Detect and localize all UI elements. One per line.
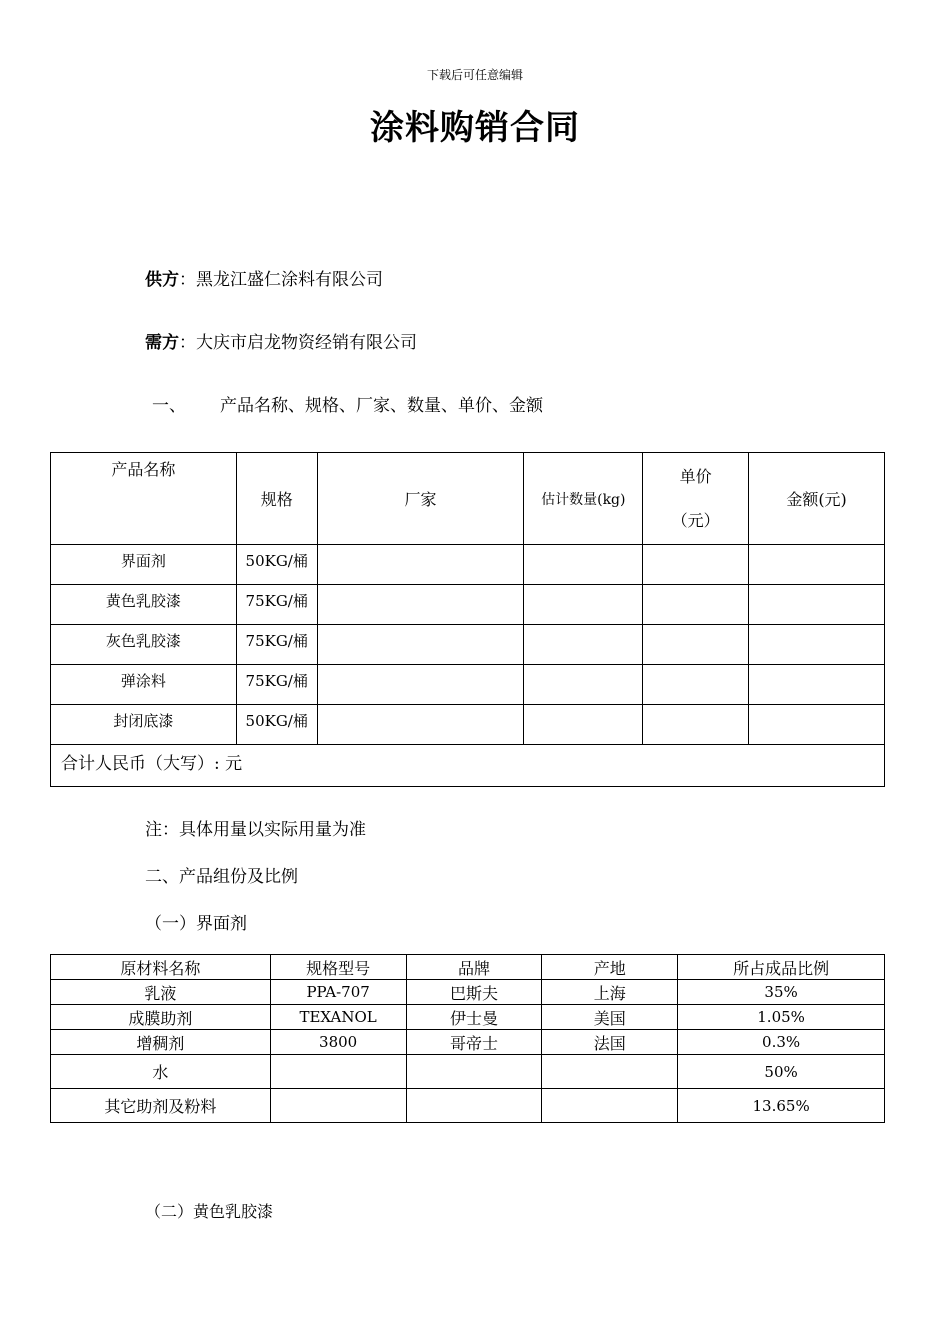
row-product-name: 封闭底漆: [51, 705, 237, 745]
row-maker: [317, 545, 524, 585]
row-qty: [524, 665, 643, 705]
row-spec: 75KG/桶: [236, 625, 317, 665]
supplier-sep: ：: [179, 270, 196, 290]
cell-origin: 上海: [542, 980, 678, 1005]
section1-heading: [152, 391, 543, 416]
usage-note: 注：具体用量以实际用量为准: [145, 820, 366, 840]
row-price: [643, 705, 749, 745]
header-material: 原材料名称: [51, 955, 271, 980]
header-unit-price-line2: （元）: [671, 510, 720, 530]
composition-table: [50, 954, 885, 1123]
row-price: [643, 665, 749, 705]
row-maker: [317, 585, 524, 625]
header-amount: 金额(元): [749, 453, 885, 545]
row-product-name: 黄色乳胶漆: [51, 585, 237, 625]
header-product-name: 产品名称: [51, 453, 237, 545]
document-title: 涂料购销合同: [370, 108, 580, 148]
product-table: [50, 452, 885, 787]
buyer-sep: ：: [179, 333, 196, 353]
row-spec: 50KG/桶: [236, 705, 317, 745]
cell-material: 增稠剂: [51, 1030, 271, 1055]
row-price: [643, 545, 749, 585]
cell-brand: [406, 1089, 542, 1123]
section2-heading: 二、产品组份及比例: [145, 867, 298, 887]
cell-model: [270, 1055, 406, 1089]
header-ratio: 所占成品比例: [678, 955, 885, 980]
header-spec: 规格: [236, 453, 317, 545]
supplier-label: 供方: [145, 270, 179, 290]
total-rmb: 合计人民币（大写）: 元: [51, 745, 885, 787]
row-amount: [749, 705, 885, 745]
subsection-interface-agent: （一）界面剂: [145, 914, 247, 934]
cell-ratio: 1.05%: [678, 1005, 885, 1030]
header-unit-price: [643, 453, 749, 545]
cell-brand: 巴斯夫: [406, 980, 542, 1005]
table-row: [51, 625, 885, 665]
supplier-line: [145, 265, 383, 290]
row-maker: [317, 705, 524, 745]
table-row: [51, 980, 885, 1005]
table-row: [51, 1005, 885, 1030]
cell-ratio: 50%: [678, 1055, 885, 1089]
row-amount: [749, 545, 885, 585]
cell-ratio: 13.65%: [678, 1089, 885, 1123]
row-price: [643, 625, 749, 665]
cell-origin: 美国: [542, 1005, 678, 1030]
table-row: [51, 665, 885, 705]
cell-origin: [542, 1055, 678, 1089]
table-row: [51, 1055, 885, 1089]
cell-material: 成膜助剂: [51, 1005, 271, 1030]
table-row: [51, 705, 885, 745]
buyer-label: 需方: [145, 333, 179, 353]
row-spec: 50KG/桶: [236, 545, 317, 585]
cell-brand: 哥帝士: [406, 1030, 542, 1055]
subsection-yellow-latex: （二）黄色乳胶漆: [145, 1202, 274, 1221]
row-maker: [317, 665, 524, 705]
cell-brand: 伊士曼: [406, 1005, 542, 1030]
supplier-value: 黑龙江盛仁涂料有限公司: [196, 270, 383, 290]
row-qty: [524, 545, 643, 585]
cell-material: 其它助剂及粉料: [51, 1089, 271, 1123]
table-row: [51, 585, 885, 625]
cell-material: 水: [51, 1055, 271, 1089]
cell-model: PPA-707: [270, 980, 406, 1005]
buyer-value: 大庆市启龙物资经销有限公司: [196, 333, 417, 353]
row-amount: [749, 665, 885, 705]
row-amount: [749, 585, 885, 625]
table-total-row: [51, 745, 885, 787]
product-table-header: [51, 453, 885, 545]
table-row: [51, 1030, 885, 1055]
row-price: [643, 585, 749, 625]
row-amount: [749, 625, 885, 665]
table-row: [51, 545, 885, 585]
cell-origin: 法国: [542, 1030, 678, 1055]
row-spec: 75KG/桶: [236, 585, 317, 625]
cell-ratio: 0.3%: [678, 1030, 885, 1055]
cell-model: TEXANOL: [270, 1005, 406, 1030]
header-brand: 品牌: [406, 955, 542, 980]
cell-model: [270, 1089, 406, 1123]
header-model: 规格型号: [270, 955, 406, 980]
row-spec: 75KG/桶: [236, 665, 317, 705]
composition-header: [51, 955, 885, 980]
cell-origin: [542, 1089, 678, 1123]
header-note: 下载后可任意编辑: [426, 68, 523, 82]
row-maker: [317, 625, 524, 665]
buyer-line: [145, 328, 417, 353]
header-origin: 产地: [542, 955, 678, 980]
section1-text: 产品名称、规格、厂家、数量、单价、金额: [220, 396, 543, 416]
cell-brand: [406, 1055, 542, 1089]
row-qty: [524, 585, 643, 625]
row-product-name: 灰色乳胶漆: [51, 625, 237, 665]
header-qty: 估计数量(kg): [524, 453, 643, 545]
row-qty: [524, 625, 643, 665]
section1-number: 一、: [152, 396, 186, 416]
header-unit-price-line1: 单价: [679, 466, 712, 486]
header-maker: 厂家: [317, 453, 524, 545]
cell-material: 乳液: [51, 980, 271, 1005]
table-row: [51, 1089, 885, 1123]
row-product-name: 界面剂: [51, 545, 237, 585]
cell-ratio: 35%: [678, 980, 885, 1005]
row-qty: [524, 705, 643, 745]
row-product-name: 弹涂料: [51, 665, 237, 705]
cell-model: 3800: [270, 1030, 406, 1055]
